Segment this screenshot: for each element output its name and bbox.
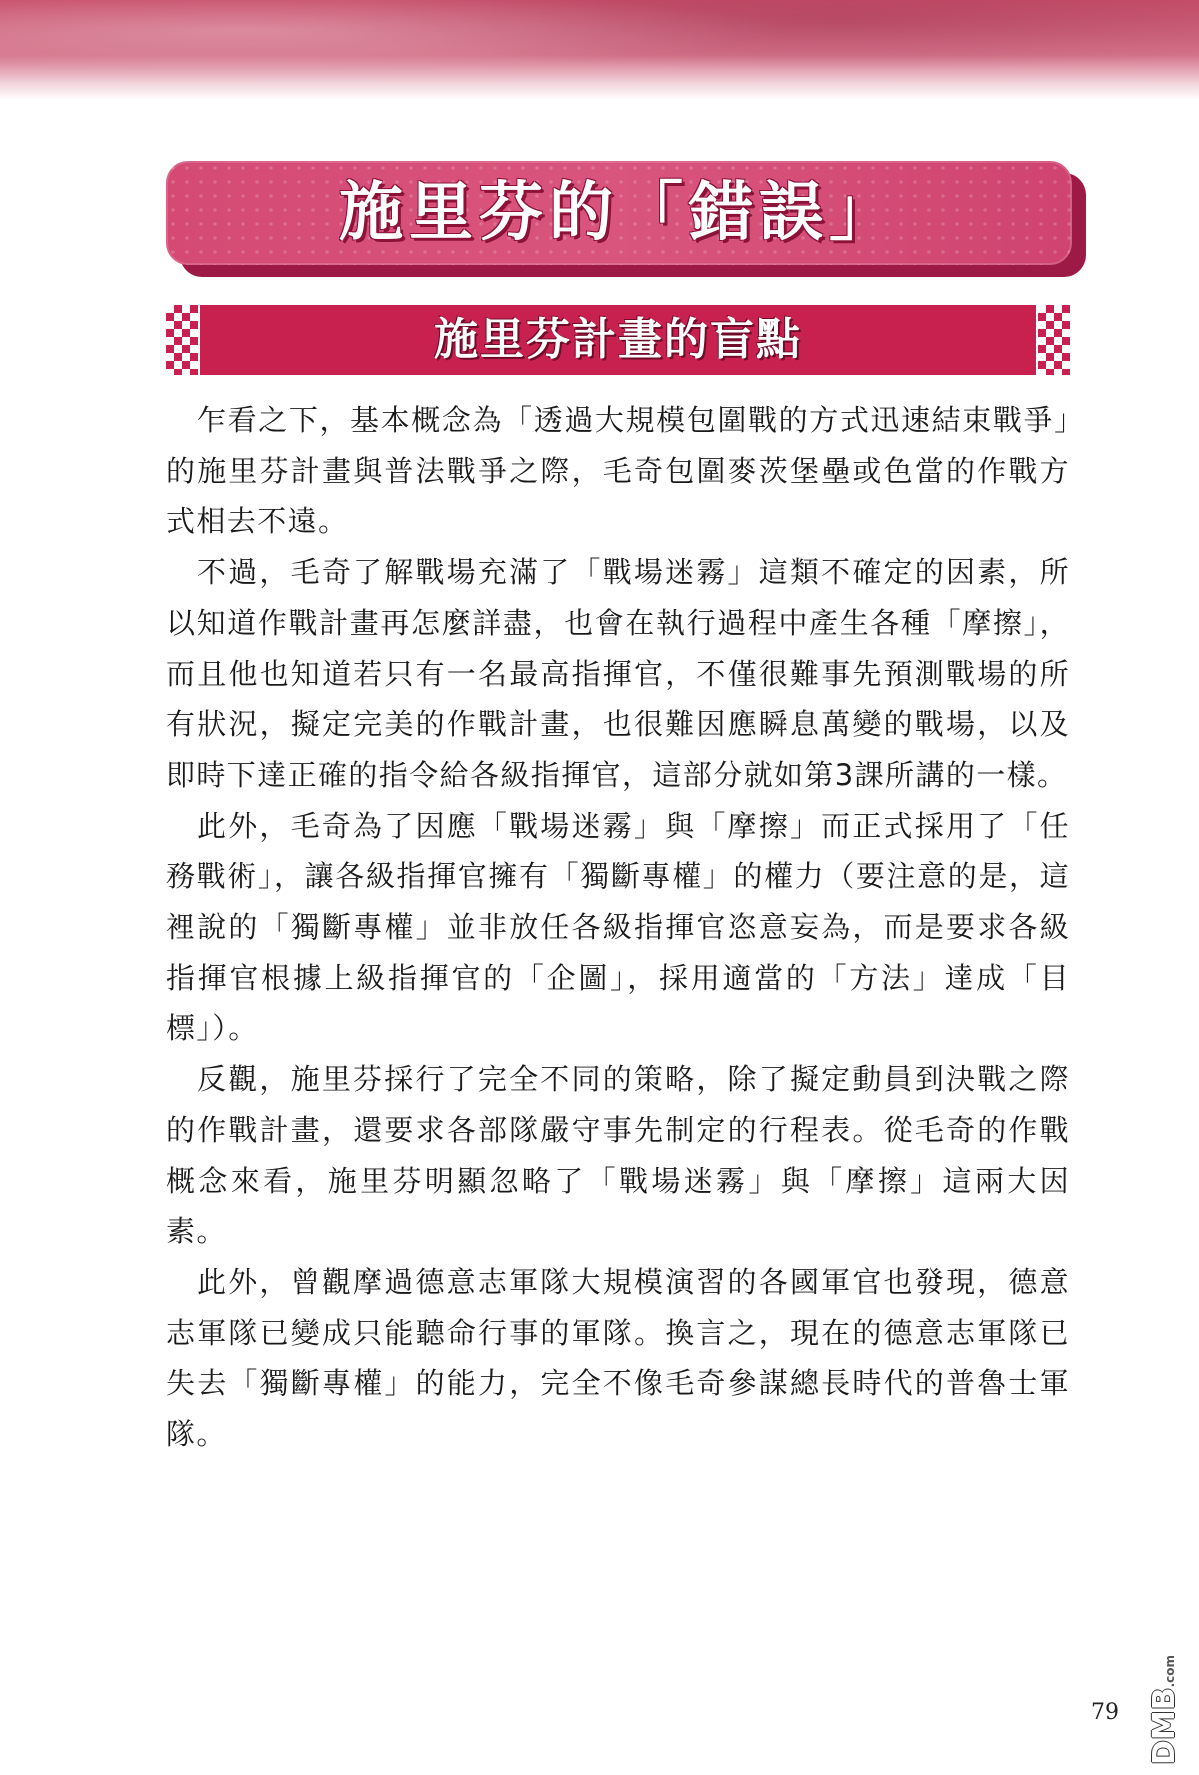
decorative-header-band: [0, 0, 1199, 100]
paragraph: 乍看之下，基本概念為「透過大規模包圍戰的方式迅速結束戰爭」的施里芬計畫與普法戰爭之際，毛奇包圍麥茨堡壘或色當的作戰方式相去不遠。: [166, 403, 1070, 539]
body-text: [166, 395, 1070, 1460]
watermark-brand: DMB: [1147, 1687, 1182, 1765]
chapter-title: 施里芬的「錯誤」: [339, 175, 899, 250]
checker-decoration-right: [1038, 305, 1070, 375]
paragraph: 此外，毛奇為了因應「戰場迷霧」與「摩擦」而正式採用了「任務戰術」，讓各級指揮官擁有「獨斷專權」的權力（要注意的是，這裡說的「獨斷專權」並非放任各級指揮官恣意妄為，而是要求各級指揮官根據上級指揮官的「企圖」，採用適當的「方法」達成「目標」）。: [166, 808, 1070, 1046]
paragraph: 不過，毛奇了解戰場充滿了「戰場迷霧」這類不確定的因素，所以知道作戰計畫再怎麼詳盡，也會在執行過程中產生各種「摩擦」，而且他也知道若只有一名最高指揮官，不僅很難事先預測戰場的所有狀況，擬定完美的作戰計畫，也很難因應瞬息萬變的戰場，以及即時下達正確的指令給各級指揮官，這部分就如第3課所講的一樣。: [166, 555, 1070, 792]
checker-decoration-left: [166, 305, 198, 375]
watermark-text: [1145, 1605, 1185, 1765]
chapter-banner: [166, 161, 1072, 273]
chapter-banner-face: [166, 161, 1072, 265]
page-number: 79: [1091, 1700, 1119, 1725]
paragraph: 反觀，施里芬採行了完全不同的策略，除了擬定動員到決戰之際的作戰計畫，還要求各部隊嚴守事先制定的行程表。從毛奇的作戰概念來看，施里芬明顯忽略了「戰場迷霧」與「摩擦」這兩大因素。: [166, 1062, 1070, 1249]
section-title: 施里芬計畫的盲點: [434, 314, 802, 365]
section-banner: [166, 305, 1070, 375]
paragraph: 此外，曾觀摩過德意志軍隊大規模演習的各國軍官也發現，德意志軍隊已變成只能聽命行事的軍隊。換言之，現在的德意志軍隊已失去「獨斷專權」的能力，完全不像毛奇參謀總長時代的普魯士軍隊。: [166, 1264, 1070, 1452]
watermark-suffix: .com: [1163, 1654, 1177, 1688]
watermark-logo: [1145, 1605, 1185, 1765]
